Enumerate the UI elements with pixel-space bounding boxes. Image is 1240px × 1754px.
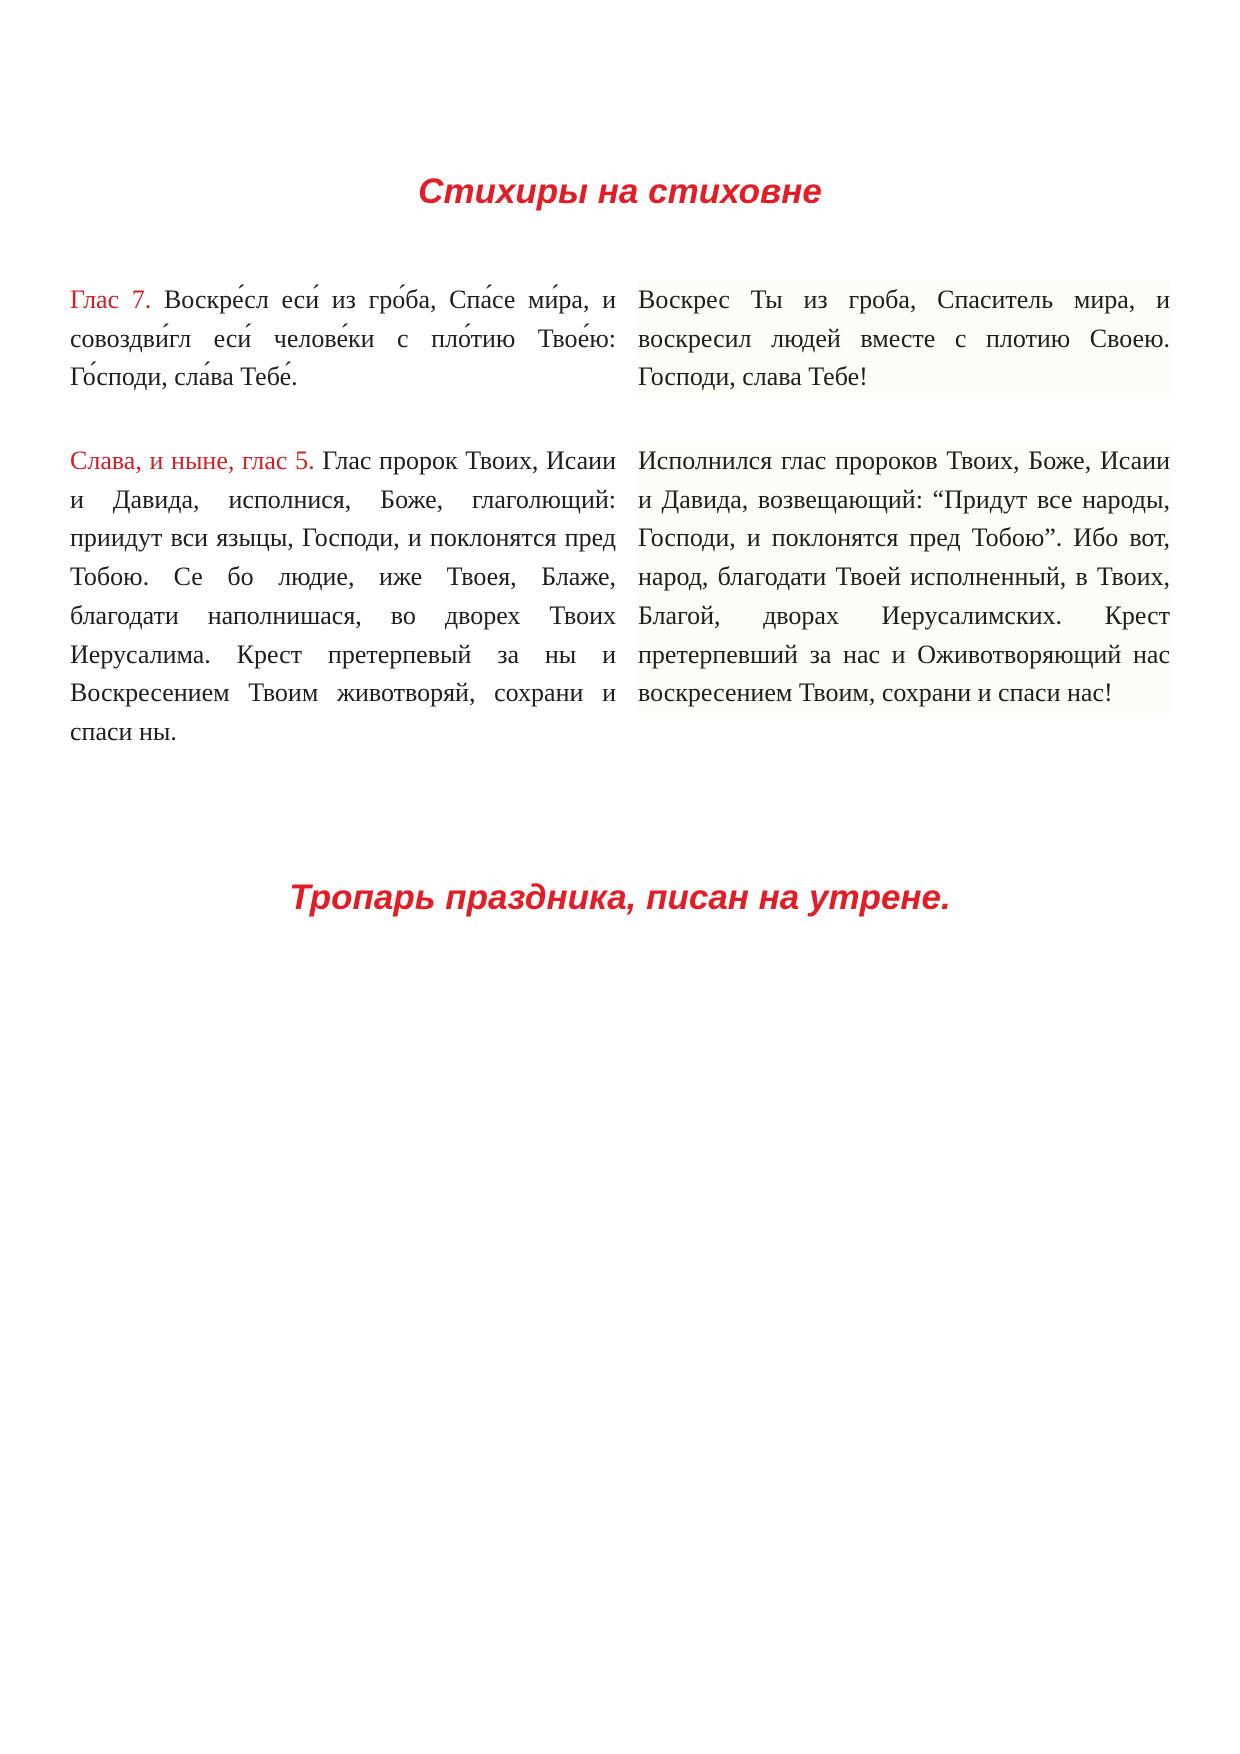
stichera-russian-translation-2: Исполнился глас пророков Твоих, Боже, Исаии и Давида, возвещающий: “Придут все народы, Господи, и поклонятся пред Тобою”. Ибо вот, народ, благодати Твоей исполненный, в Твоих, Благой, дворах Иерусалимских. Крест претерпевший за нас и Оживотворяющий нас воскресением Твоим, сохрани и спаси нас!: [638, 442, 1170, 713]
stichera-church-slavonic-2: [70, 442, 616, 752]
section-heading-stichera: Стихиры на стиховне: [418, 172, 822, 211]
section-heading-troparion: Тропарь праздника, писан на утрене.: [289, 878, 951, 917]
slavonic-text: Воскре́сл еси́ из гро́ба, Спа́се ми́ра, и совоздви́гл еси́ челове́ки с пло́тию Твое́ю: Го́споди, сла́ва Тебе́.: [70, 285, 617, 392]
stichera-russian-translation-1: Воскрес Ты из гроба, Спаситель мира, и воскресил людей вместе с плотию Своею. Господи, слава Тебе!: [638, 281, 1170, 397]
tone-rubric: Глас 7.: [70, 285, 152, 314]
tone-rubric: Слава, и ныне, глас 5.: [70, 446, 315, 475]
slavonic-text: Глас пророк Твоих, Исаии и Давида, исполнися, Боже, глаголющий: приидут вси языцы, Господи, и поклонятся пред Тобою. Се бо людие, иже Твоея, Блаже, благодати наполнишася, во дворех Твоих Иерусалима. Крест претерпевый за ны и Воскресением Твоим животворяй, сохрани и спаси ны.: [70, 446, 617, 746]
stichera-church-slavonic-1: [70, 281, 616, 397]
